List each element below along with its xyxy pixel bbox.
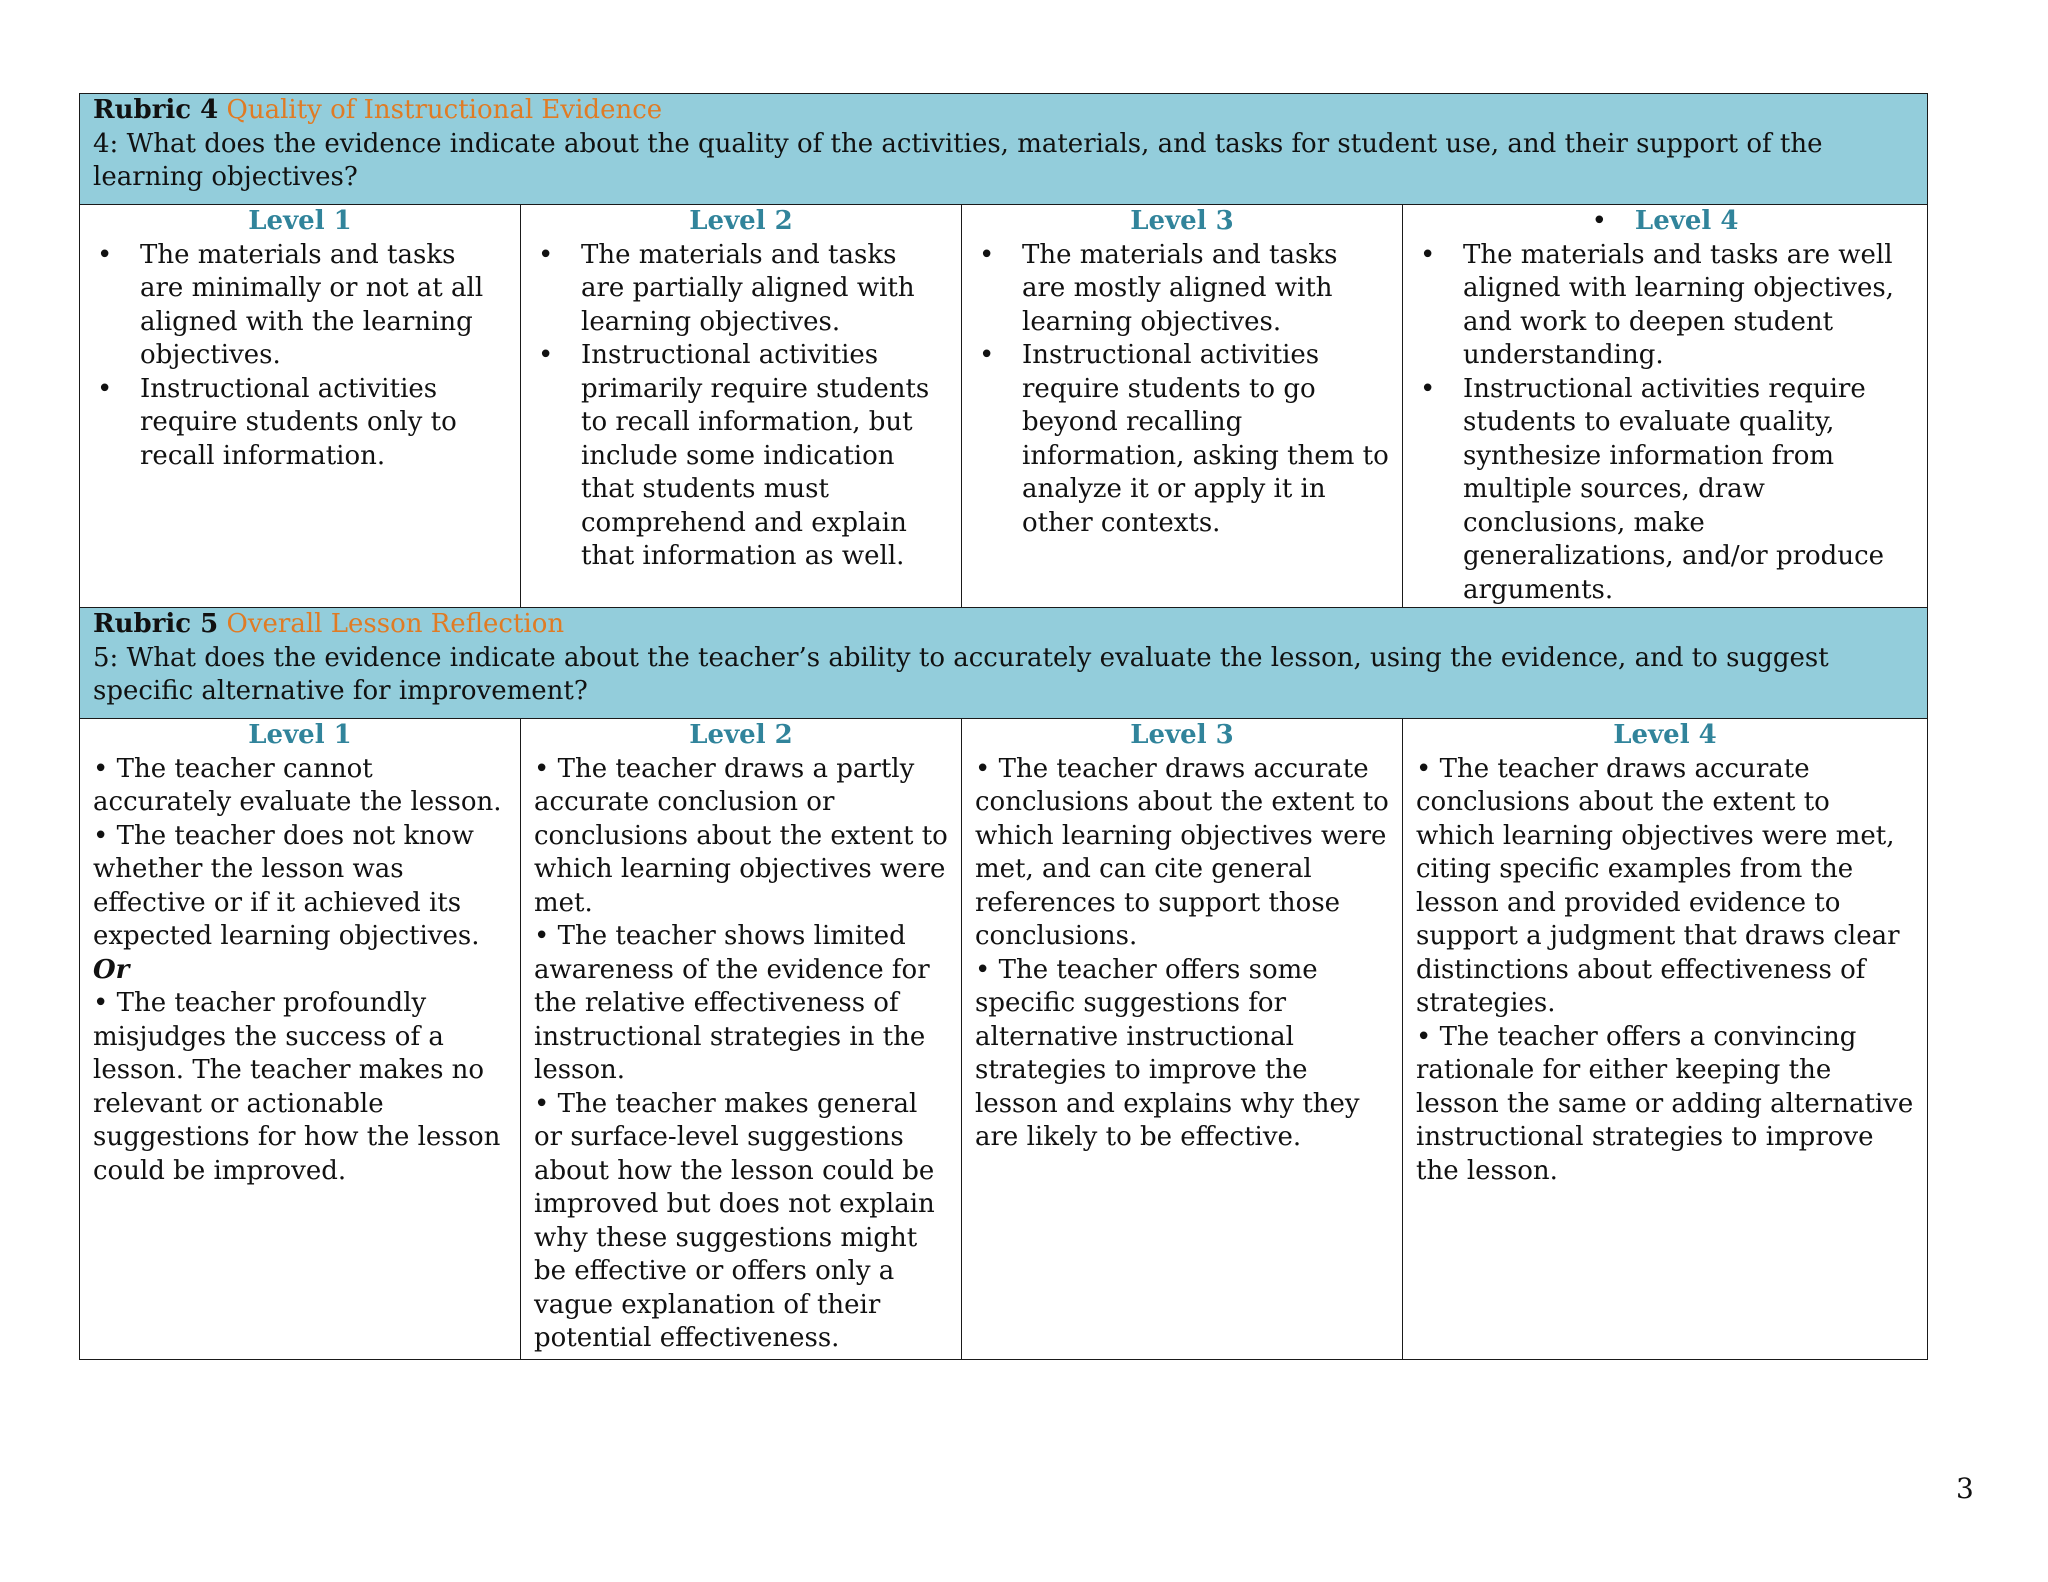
rubric4-level4-cell	[1403, 205, 1928, 608]
list-item: • Instructional activities require students to go beyond recalling information, asking them to analyze it or apply it in other contexts.	[1022, 339, 1389, 540]
rubric5-header	[80, 608, 1928, 719]
criteria-list	[534, 239, 948, 574]
criteria-paragraph: • The teacher draws accurate conclusions about the extent to which learning objectives were met, citing specific examples from the lesson and provided evidence to support a judgment that draws clear distinctions about effectiveness of strategies.	[1416, 753, 1900, 1018]
criteria-list	[1416, 239, 1914, 608]
rubric5-question: 5: What does the evidence indicate about the teacher’s ability to accurately evaluate the lesson, using the evidence, and to suggest specific alternative for improvement?	[93, 642, 1829, 706]
list-item: • Instructional activities primarily require students to recall information, but include some indication that students must comprehend and explain that information as well.	[581, 339, 948, 574]
rubric4-title: Quality of Instructional Evidence	[226, 95, 663, 125]
criteria-paragraph: • The teacher offers a convincing rationale for either keeping the lesson the same or adding alternative instructional strategies to improve the lesson.	[1416, 1021, 1914, 1186]
rubric5-level1-cell	[80, 719, 521, 1360]
rubric4-header-row	[80, 94, 1928, 205]
rubric4-question: 4: What does the evidence indicate about the quality of the activities, materials, and tasks for student use, and their support of the learning objectives?	[93, 128, 1823, 192]
level-heading: Level 3	[1130, 720, 1234, 750]
criteria-list	[93, 239, 507, 474]
page-number: 3	[1956, 1472, 1974, 1505]
rubric5-header-row	[80, 608, 1928, 719]
list-item: • Instructional activities require students only to recall information.	[140, 373, 507, 474]
criteria-paragraph: • The teacher shows limited awareness of the evidence for the relative effectiveness of instructional strategies in the lesson.	[534, 921, 930, 1085]
criteria-paragraph: • The teacher makes general or surface-level suggestions about how the lesson could be improved but does not explain why these suggestions might be effective or offers only a vague explanation of their potential effectiveness.	[534, 1088, 935, 1353]
rubric4-level3-cell	[962, 205, 1403, 608]
criteria-paragraph: • The teacher draws accurate conclusions about the extent to which learning objectives were met, and can cite general references to support those conclusions.	[975, 753, 1389, 951]
level-heading-wrap	[1416, 205, 1914, 239]
or-separator: Or	[93, 954, 130, 985]
level-heading: Level 2	[689, 206, 793, 236]
level-heading: Level 1	[248, 206, 352, 236]
rubric4-name: Rubric 4	[93, 95, 219, 125]
rubric4-level2-cell	[521, 205, 962, 608]
criteria-paragraph: • The teacher draws a partly accurate conclusion or conclusions about the extent to which learning objectives were met.	[534, 753, 948, 918]
rubric5-level2-cell	[521, 719, 962, 1360]
list-item: • The materials and tasks are minimally or not at all aligned with the learning objectives.	[140, 239, 507, 373]
list-item: • The materials and tasks are mostly aligned with learning objectives.	[1022, 239, 1389, 340]
level-heading: Level 4	[1634, 206, 1739, 236]
level-heading: Level 2	[689, 720, 793, 750]
list-item: • Instructional activities require students to evaluate quality, synthesize information from multiple sources, draw conclusions, make generalizations, and/or produce arguments.	[1463, 373, 1914, 608]
rubric5-title-line	[93, 608, 1914, 642]
criteria-paragraph: • The teacher does not know whether the lesson was effective or if it achieved its expected learning objectives.	[93, 820, 480, 951]
rubric4-levels-row	[80, 205, 1928, 608]
bullet-icon: •	[1591, 206, 1607, 236]
criteria-paragraph: • The teacher offers some specific suggestions for alternative instructional strategies to improve the lesson and explains why they are likely to be effective.	[975, 954, 1360, 1152]
criteria-paragraph: • The teacher cannot accurately evaluate the lesson.	[93, 753, 502, 817]
level-heading: Level 1	[248, 720, 352, 750]
rubric5-name: Rubric 5	[93, 609, 219, 639]
rubric4-level1-cell	[80, 205, 521, 608]
rubric5-level4-cell	[1403, 719, 1928, 1360]
rubric5-title: Overall Lesson Reflection	[226, 609, 565, 639]
list-item: • The materials and tasks are partially aligned with learning objectives.	[581, 239, 948, 340]
rubric4-title-line	[93, 94, 1914, 128]
rubric4-header	[80, 94, 1928, 205]
criteria-list	[975, 239, 1389, 541]
level-heading: Level 3	[1130, 206, 1234, 236]
rubric5-levels-row	[80, 719, 1928, 1360]
list-item: • The materials and tasks are well aligned with learning objectives, and work to deepen student understanding.	[1463, 239, 1914, 373]
level-heading: Level 4	[1613, 720, 1717, 750]
criteria-paragraph: • The teacher profoundly misjudges the success of a lesson. The teacher makes no relevant or actionable suggestions for how the lesson could be improved.	[93, 988, 501, 1186]
rubric-table	[79, 93, 1928, 1360]
rubric5-level3-cell	[962, 719, 1403, 1360]
